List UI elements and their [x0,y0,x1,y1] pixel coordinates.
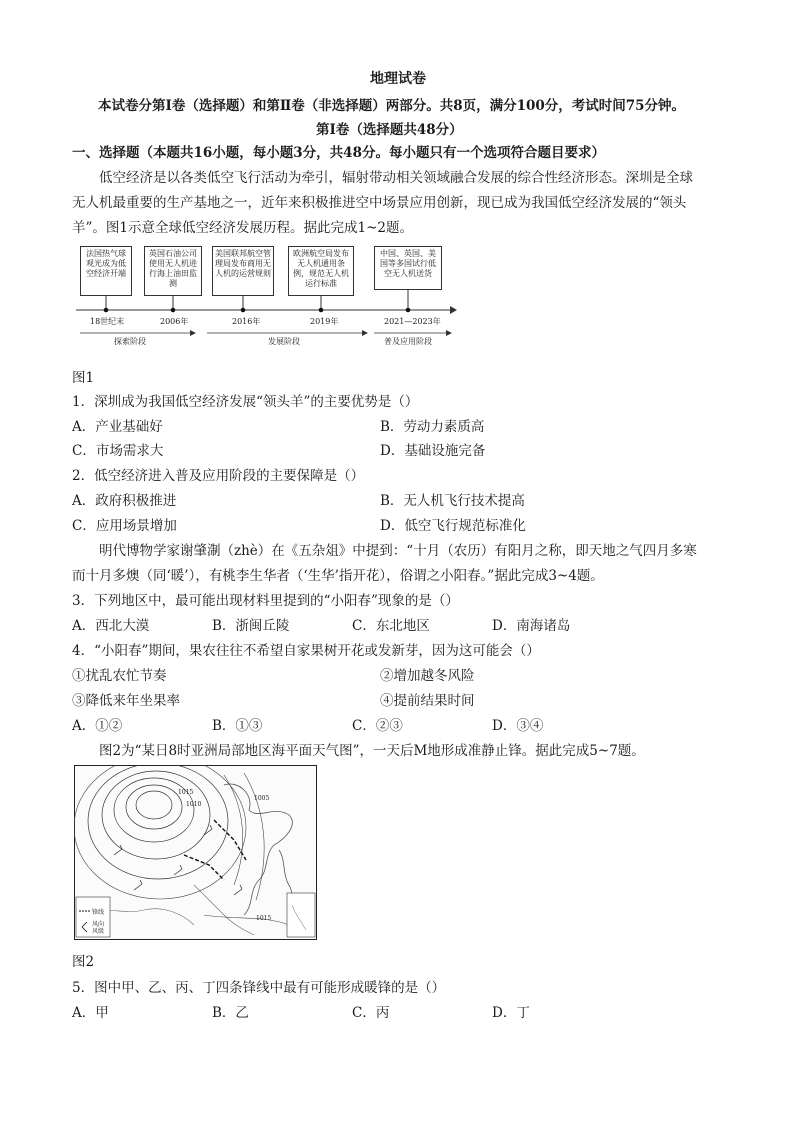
legend-front-label: 锋线 [92,909,105,916]
timeline-year-3: 2016年 [232,317,261,326]
stage-exploration: 探索阶段 [114,337,146,346]
legend-wind-label: 风向 风级 [92,921,105,935]
q4-option-c[interactable]: C．②③ [352,718,403,734]
q4-option-d[interactable]: D．③④ [492,718,544,734]
stage-development: 发展阶段 [268,337,300,346]
exam-intro: 本试卷分第Ⅰ卷（选择题）和第Ⅱ卷（非选择题）两部分。共8页，满分100分，考试时间75分钟。 [98,98,686,114]
q4-statement-4: ④提前结果时间 [380,693,475,709]
q2-option-b[interactable]: B．无人机飞行技术提高 [380,493,525,509]
timeline-axis [72,240,457,348]
isobar-label-3: 1005 [254,795,270,802]
question-3-stem: 3．下列地区中，最可能出现材料里提到的“小阳春”现象的是（） [72,593,459,609]
timeline-box-2: 英国石油公司使用无人机进行海上油田监测 [144,246,202,296]
timeline-box-3: 美国联邦航空管理局发布商用无人机的运营规则 [212,246,274,296]
timeline-box-4: 欧洲航空局发布无人机通用条例，规范无人机运行标准 [288,246,354,296]
q4-option-a[interactable]: A．①② [72,718,123,734]
figure-1-timeline [72,240,457,348]
isobar-label-4: 1015 [256,915,272,922]
figure-1-caption: 图1 [72,370,95,386]
passage-1-line-3: 羊”。图1示意全球低空经济发展历程。据此完成1~2题。 [72,220,413,236]
q3-option-d[interactable]: D．南海诸岛 [492,618,571,634]
isobar-label-1: 1015 [178,789,194,796]
question-1-stem: 1．深圳成为我国低空经济发展“领头羊”的主要优势是（） [72,394,419,410]
question-4-stem: 4．“小阳春”期间，果农往往不希望自家果树开花或发新芽，因为这可能会（） [72,643,540,659]
timeline-box-1: 法国热气球观光成为低空经济开端 [80,246,132,296]
q5-option-c[interactable]: C．丙 [352,1005,390,1021]
timeline-year-2: 2006年 [160,317,189,326]
q3-option-b[interactable]: B．浙闽丘陵 [212,618,290,634]
question-5-stem: 5．图中甲、乙、丙、丁四条锋线中最有可能形成暖锋的是（） [72,980,446,996]
passage-3: 图2为“某日8时亚洲局部地区海平面天气图”，一天后M地形成准静止锋。据此完成5~7题。 [99,743,645,759]
timeline-year-1: 18世纪末 [90,317,125,326]
q4-statement-1: ①扰乱农忙节奏 [72,668,167,684]
isobar-label-2: 1010 [186,801,202,808]
q5-option-d[interactable]: D．丁 [492,1005,530,1021]
timeline-year-4: 2019年 [310,317,339,326]
page-title: 地理试卷 [370,71,426,87]
q1-option-a[interactable]: A．产业基础好 [72,419,163,435]
timeline-box-5: 中国、英国、美国等多国试行低空无人机送货 [374,246,442,290]
q4-statement-2: ②增加越冬风险 [380,668,475,684]
q4-statement-3: ③降低来年坐果率 [72,693,180,709]
q1-option-b[interactable]: B．劳动力素质高 [380,419,485,435]
question-2-stem: 2．低空经济进入普及应用阶段的主要保障是（） [72,468,365,484]
q5-option-b[interactable]: B．乙 [212,1005,249,1021]
weather-map-drawing [74,765,317,940]
stage-popularization: 普及应用阶段 [384,337,432,346]
passage-1-line-1: 低空经济是以各类低空飞行活动为牵引，辐射带动相关领域融合发展的综合性经济形态。深圳是全球 [99,170,693,186]
figure-2-caption: 图2 [72,954,95,970]
q3-option-c[interactable]: C．东北地区 [352,618,430,634]
q2-option-c[interactable]: C．应用场景增加 [72,518,177,534]
figure-2-weather-map [74,765,317,940]
q2-option-d[interactable]: D．低空飞行规范标准化 [380,518,526,534]
q1-option-d[interactable]: D．基础设施完备 [380,443,486,459]
q5-option-a[interactable]: A．甲 [72,1005,109,1021]
q2-option-a[interactable]: A．政府积极推进 [72,493,177,509]
passage-1-line-2: 无人机最重要的生产基地之一，近年来积极推进空中场景应用创新，现已成为我国低空经济发展的“领头 [72,195,687,211]
q4-option-b[interactable]: B．①③ [212,718,263,734]
passage-2-line-2: 而十月多燠（同‘暖’），有桃李生华者（‘生华’指开花），俗谓之小阳春。”据此完成3~4题。 [72,568,604,584]
passage-2-line-1: 明代博物学家谢肇淛（zhè）在《五杂俎》中提到：“十月（农历）有阳月之称，即天地之气四月多寒 [99,543,697,559]
volume-heading: 第Ⅰ卷（选择题共48分） [316,122,463,138]
timeline-year-5: 2021—2023年 [384,317,441,326]
section-heading: 一、选择题（本题共16小题，每小题3分，共48分。每小题只有一个选项符合题目要求） [72,145,605,161]
q1-option-c[interactable]: C．市场需求大 [72,443,164,459]
q3-option-a[interactable]: A．西北大漠 [72,618,150,634]
